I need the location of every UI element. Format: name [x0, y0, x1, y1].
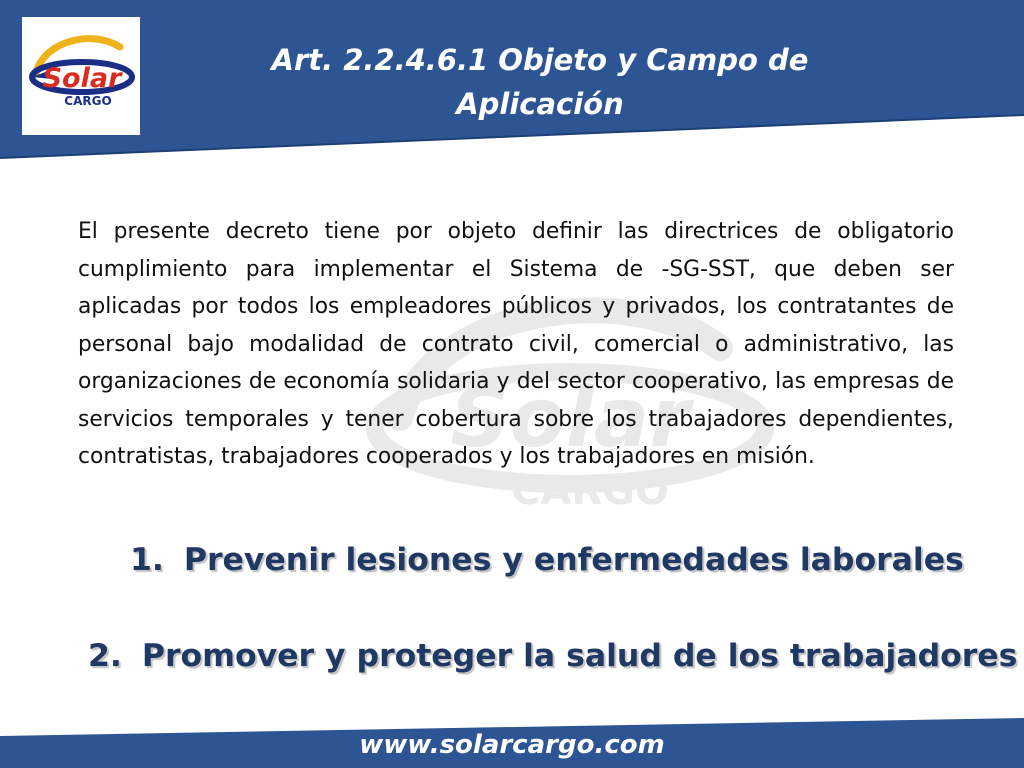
body-paragraph: El presente decreto tiene por objeto definir las directrices de obligatorio cumplimiento para implementar el Sistema de -SG-SST, que deben ser aplicadas por todos los empleadores públicos y privados, los contratantes de personal bajo modalidad de contrato civil, comercial o administrativo, las organizaciones de economía solidaria y del sector cooperativo, las empresas de servicios temporales y tener cobertura sobre los trabajadores dependientes, contratistas, trabajadores cooperados y los trabajadores en misión.: [78, 219, 954, 469]
watermark-word-solar: Solar: [450, 371, 690, 466]
goal-item-2: [88, 638, 1017, 674]
logo-word-solar: Solar: [42, 63, 122, 94]
page-title: [150, 38, 930, 126]
footer-url: www.solarcargo.com: [359, 730, 665, 760]
logo-word-cargo: CARGO: [64, 94, 112, 108]
goal-number-2: 2.: [88, 638, 122, 674]
title-line-1: Art. 2.2.4.6.1 Objeto y Campo de: [271, 43, 809, 77]
goal-text-1: Prevenir lesiones y enfermedades laborales: [183, 542, 964, 578]
solar-cargo-logo: [22, 17, 140, 135]
goal-number-1: 1.: [130, 542, 164, 578]
title-line-2: Aplicación: [456, 87, 624, 121]
watermark-word-cargo: CARGO: [511, 468, 669, 514]
goal-item-1: [130, 542, 964, 578]
goal-text-2: Promover y proteger la salud de los trabajadores: [141, 638, 1018, 674]
